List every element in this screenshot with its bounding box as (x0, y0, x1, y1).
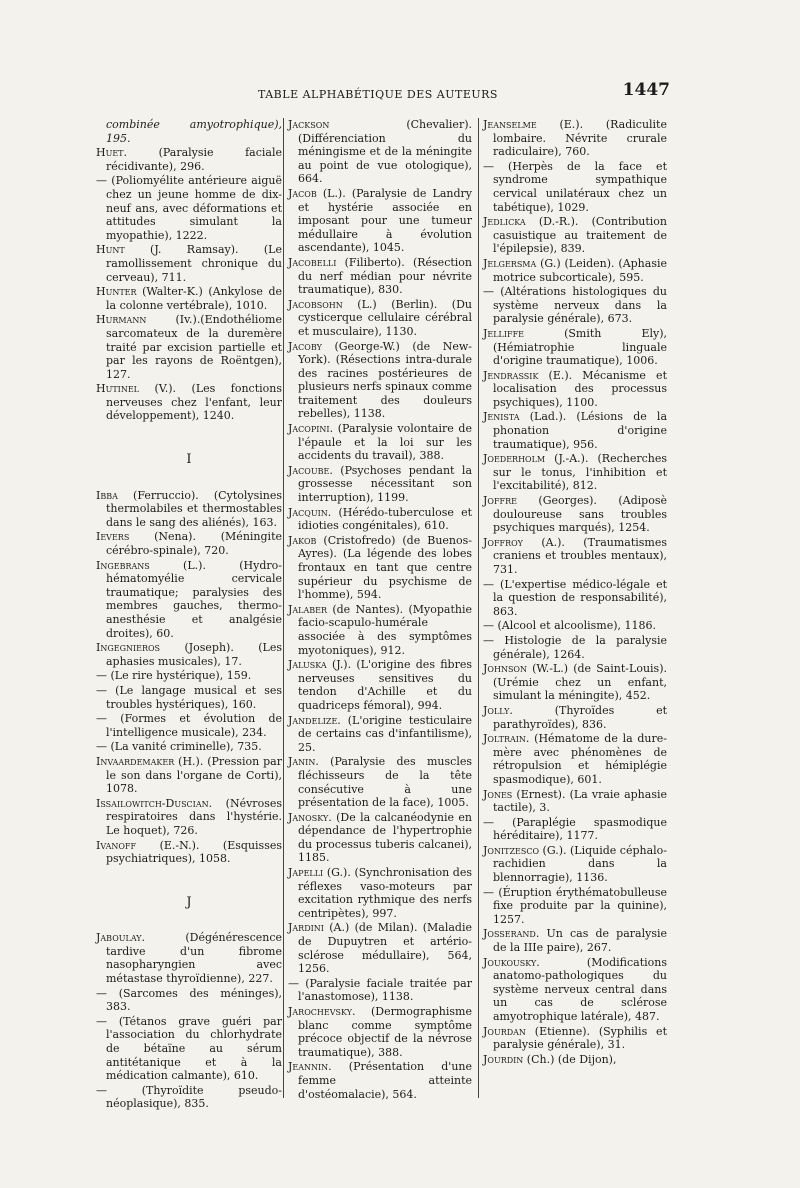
index-entry: Joltrain. (Hématome de la dure-mère avec phénomènes de rétropulsion et hémiplégie spasmodique), 601. (483, 732, 667, 786)
index-entry: — (Altérations histologiques du système nerveux dans la paralysie générale), 673. (483, 285, 667, 326)
index-entry: Japelli (G.). (Synchronisation des réflexes vaso-moteurs par excitation rythmique des nerfs centripètes), 997. (288, 866, 472, 920)
index-entry: Jenista (Lad.). (Lésions de la phonation d'origine traumatique), 956. (483, 410, 667, 451)
index-columns (96, 118, 670, 1111)
index-entry: Jacopini. (Paralysie volontaire de l'épaule et la loi sur les accidents du travail), 388. (288, 422, 472, 463)
index-entry: — (Thyroïdite pseudo-néoplasique), 835. (96, 1083, 282, 1111)
index-entry: — (L'expertise médico-légale et la question de responsabilité), 863. (483, 577, 667, 618)
index-entry: Jacob (L.). (Paralysie de Landry et hystérie associée en imposant pour une tumeur médullaire à évolution ascendante), 1045. (288, 186, 472, 255)
index-entry: — (Tétanos grave guéri par l'association du chlorhydrate de bétaïne au sérum antitétanique et à la médication calmante), 610. (96, 1014, 282, 1083)
index-entry: Jelliffe (Smith Ely), (Hémiatrophie linguale d'origine traumatique), 1006. (483, 326, 667, 368)
index-entry: Jardini (A.) (de Milan). (Maladie de Dupuytren et artério-sclérose médullaire), 564, 1256. (288, 921, 472, 976)
index-entry: — (Formes et évolution de l'intelligence musicale), 234. (96, 712, 282, 739)
index-entry: Ievers (Nena). (Méningite cérébro-spinale), 720. (96, 530, 282, 558)
index-entry: Joederholm (J.-A.). (Recherches sur le tonus, l'inhibition et l'excitabilité), 812. (483, 452, 667, 493)
index-entry: Jonitzesco (G.). (Liquide céphalo-rachidien dans la blennorragie), 1136. (483, 843, 668, 885)
index-entry: — (Le langage musical et ses troubles hystériques), 160. (96, 683, 282, 711)
index-entry: Jourdin (Ch.) (de Dijon), (483, 1052, 617, 1066)
index-entry: Joukousky. (Modifications anatomo-pathologiques du système nerveux central dans un cas de sclérose amyotrophique latérale), 487. (483, 955, 667, 1023)
index-entry: Jeanselme (E.). (Radiculite lombaire. Névrite crurale radiculaire), 760. (483, 118, 667, 159)
page-number: 1447 (622, 80, 670, 100)
index-entry: Jacobelli (Filiberto). (Résection du nerf médian pour névrite traumatique), 830. (288, 255, 472, 297)
column-1 (96, 118, 282, 1111)
index-entry: Issailowitch-Duscian. (Névroses respiratoires dans l'hystérie. Le hoquet), 726. (96, 796, 282, 837)
index-entry: Ingegnieros (Joseph). (Les aphasies musicales), 17. (96, 641, 282, 668)
index-entry: — Histologie de la paralysie générale), 1264. (483, 633, 667, 661)
column-3 (478, 118, 667, 1098)
index-entry: Janin. (Paralysie des muscles fléchisseurs de la tête consécutive à une présentation de la face), 1005. (288, 755, 472, 810)
index-entry: Jolly. (Thyroïdes et parathyroïdes), 836. (483, 703, 667, 731)
index-entry: — (Herpès de la face et syndrome sympathique cervical unilatéraux chez un tabétique), 1029. (483, 159, 667, 214)
index-entry: Joffroy (A.). (Traumatismes craniens et troubles mentaux), 731. (483, 535, 667, 576)
index-entry: Jakob (Cristofredo) (de Buenos-Ayres). (La légende des lobes frontaux en tant que centre supérieur du psychisme de l'homme), 594. (288, 533, 472, 602)
section-letter-i: I (186, 452, 192, 468)
index-entry: Jourdan (Etienne). (Syphilis et paralysie générale), 31. (483, 1024, 667, 1052)
index-entry: — (Alcool et alcoolisme), 1186. (483, 619, 656, 633)
index-entry: Jalaber (de Nantes). (Myopathie facio-scapulo-humérale associée à des symptômes myotoniques), 912. (288, 602, 472, 657)
index-entry: Janosky. (De la calcanéodynie en dépendance de l'hypertrophie du processus tuberis calcanei), 1185. (288, 810, 472, 865)
index-entry: Josserand. Un cas de paralysie de la IIIe paire), 267. (483, 927, 667, 955)
index-entry: Jacoby (George-W.) (de New-York). (Résections intra-durale des racines postérieures de plusieurs nerfs spinaux comme traitement des douleurs rebelles), 1138. (288, 339, 472, 421)
index-entry: Hunt (J. Ramsay). (Le ramollissement chronique du cerveau), 711. (96, 243, 282, 284)
index-entry: — (Poliomyélite antérieure aiguë chez un jeune homme de dix-neuf ans, avec déformations et attitudes simulant la myopathie), 1222. (96, 174, 282, 242)
index-entry: Ingebrans (L.). (Hydro-hématomyélie cervicale traumatique; paralysies des membres gauches, thermo-anesthésie et analgésie droites), 60. (96, 558, 282, 640)
column-2 (283, 118, 472, 1101)
index-entry: — (Paralysie faciale traitée par l'anastomose), 1138. (288, 976, 472, 1004)
index-entry: Johnson (W.-L.) (de Saint-Louis). (Urémie chez un enfant, simulant la méningite), 452. (483, 662, 667, 703)
index-entry: Jacoube. (Psychoses pendant la grossesse nécessitant son interruption), 1199. (288, 463, 472, 505)
index-entry: Jarochevsky. (Dermographisme blanc comme symptôme précoce objectif de la névrose traumatique), 388. (288, 1005, 472, 1059)
index-entry: Jelgersma (G.) (Leiden). (Aphasie motrice subcorticale), 595. (483, 256, 667, 284)
index-entry: Jackson (Chevalier). (Différenciation du méningisme et de la méningite au point de vue otologique), 664. (288, 118, 472, 186)
index-entry: Jaluska (J.). (L'origine des fibres nerveuses sensitives du tendon d'Achille et du quadriceps fémoral), 994. (288, 658, 472, 712)
index-entry: — (La vanité criminelle), 735. (96, 740, 262, 754)
index-entry: Ivanoff (E.-N.). (Esquisses psychiatriques), 1058. (96, 838, 282, 866)
index-entry: Hutinel (V.). (Les fonctions nerveuses chez l'enfant, leur développement), 1240. (96, 382, 282, 423)
index-entry: Ibba (Ferruccio). (Cytolysines thermolabiles et thermostables dans le sang des aliénés), 163. (96, 488, 282, 529)
index-entry: Jandelize. (L'origine testiculaire de certains cas d'infantilisme), 25. (288, 713, 472, 754)
index-entry: Jacquin. (Hérédo-tuberculose et idioties congénitales), 610. (288, 505, 472, 533)
running-title: TABLE ALPHABÉTIQUE DES AUTEURS (258, 88, 498, 101)
index-entry: Jacobsohn (L.) (Berlin). (Du cysticerque cellulaire cérébral et musculaire), 1130. (288, 297, 472, 338)
index-entry: Invaardemaker (H.). (Pression par le son dans l'organe de Corti), 1078. (96, 754, 282, 796)
index-entry: Joffre (Georges). (Adiposè douloureuse sans troubles psychiques marqués), 1254. (483, 494, 667, 535)
index-entry: Hurmann (Iv.).(Endothéliome sarcomateux de la duremère traité par excision partielle et par les rayons de Roëntgen), 127. (96, 313, 282, 381)
section-letter-j: J (186, 894, 192, 910)
index-entry: Jeannin. (Présentation d'une femme atteinte d'ostéomalacie), 564. (288, 1060, 472, 1101)
index-entry: — (Éruption érythématobulleuse fixe produite par la quinine), 1257. (483, 885, 667, 926)
index-entry: — (Sarcomes des méninges), 383. (96, 986, 282, 1014)
index-entry: Jones (Ernest). (La vraie aphasie tactile), 3. (483, 787, 667, 815)
index-entry: Jaboulay. (Dégénérescence tardive d'un fibrome nasopharyngien avec métastase thyroïdienne), 227. (96, 931, 282, 986)
index-entry: Hunter (Walter-K.) (Ankylose de la colonne vertébrale), 1010. (96, 285, 282, 312)
index-entry: Huet. (Paralysie faciale récidivante), 296. (96, 146, 282, 173)
index-entry: — (Paraplégie spasmodique héréditaire), 1177. (483, 815, 667, 843)
page-header (96, 80, 670, 104)
index-entry: Jedlicka (D.-R.). (Contribution casuistique au traitement de l'épilepsie), 839. (483, 215, 667, 256)
index-entry: Jendrassik (E.). Mécanisme et localisation des processus psychiques), 1100. (483, 368, 667, 409)
index-entry: combinée amyotrophique), 195. (106, 118, 282, 145)
index-entry: — (Le rire hystérique), 159. (96, 669, 252, 683)
